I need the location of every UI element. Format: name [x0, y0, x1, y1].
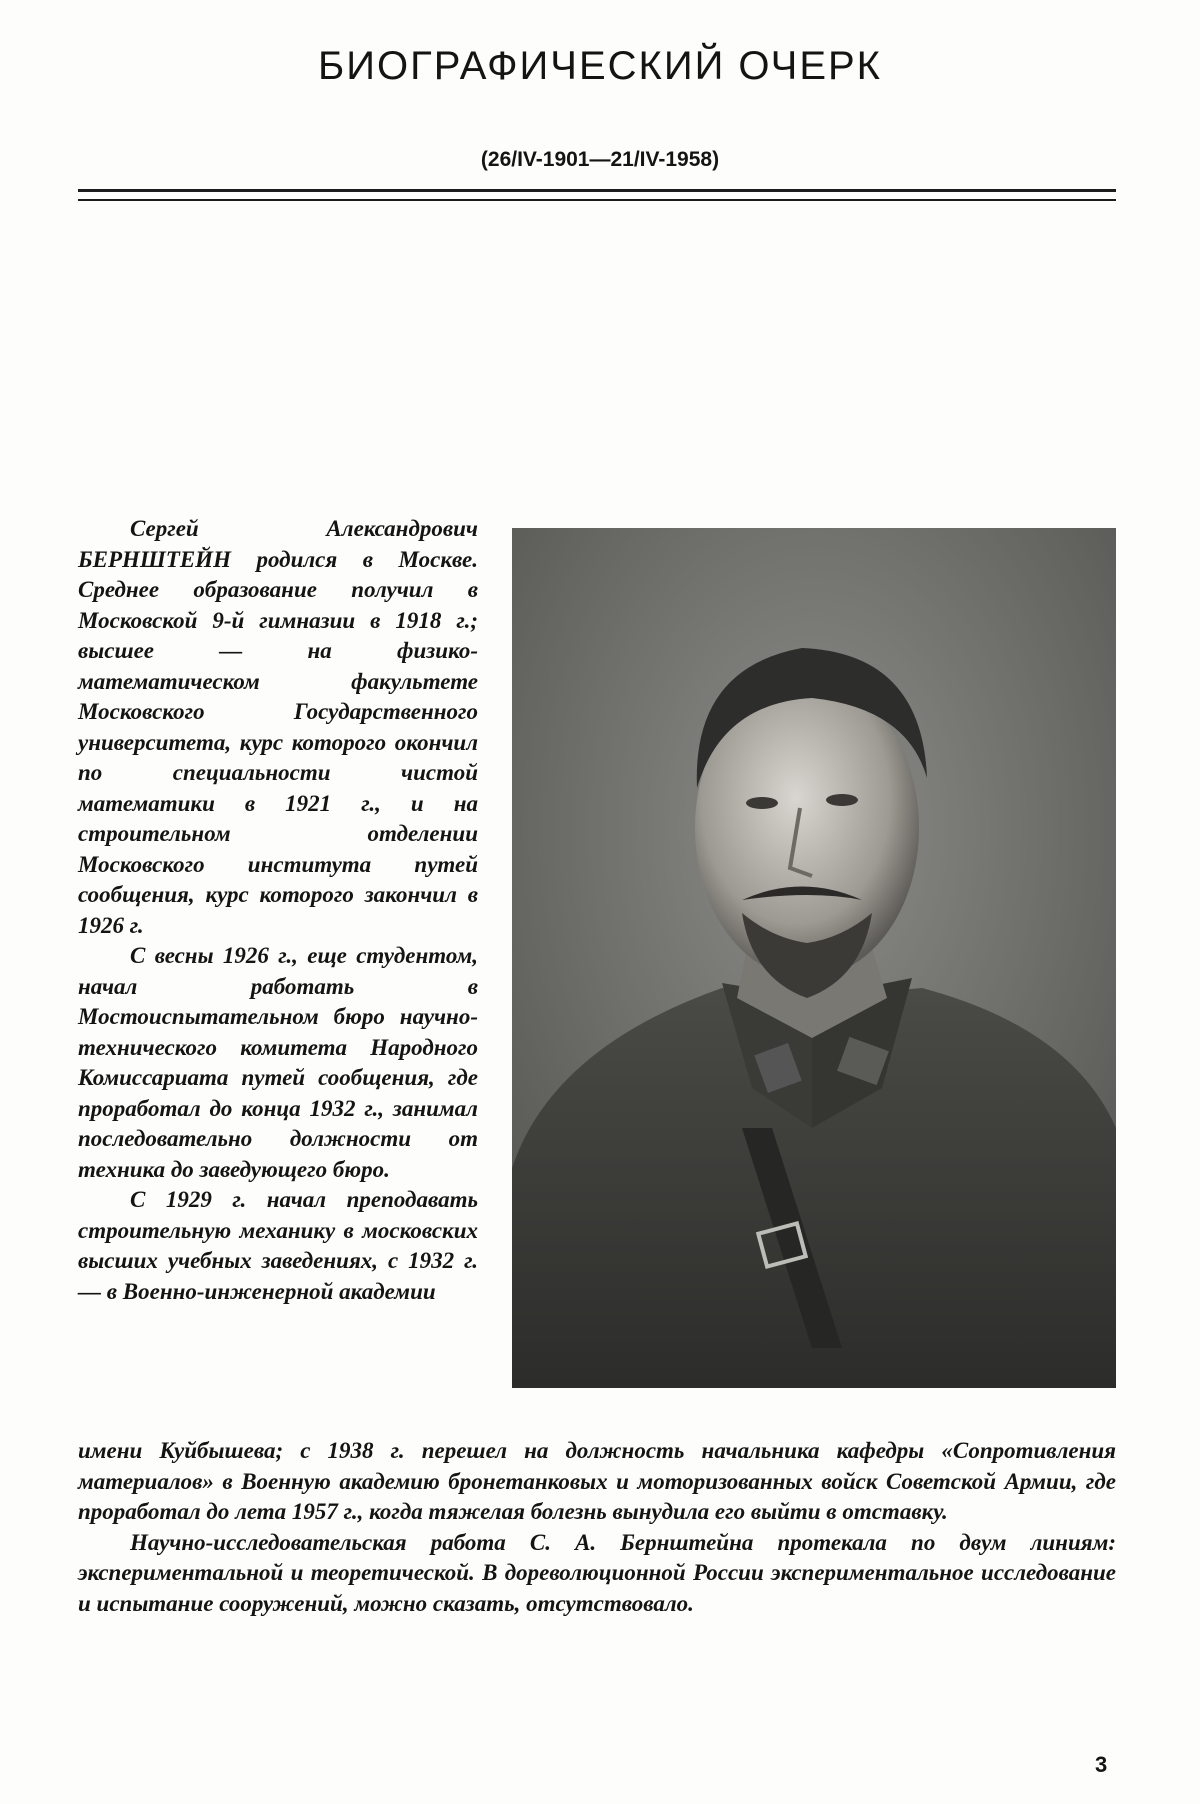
paragraph-teaching-continuation: имени Куйбышева; с 1938 г. перешел на должность начальника кафедры «Сопротивления материалов» в Военную академию бронетанковых и моторизованных войск Советской Армии, где проработал до лета 1957 г., когда тяжелая болезнь вынудила его выйти в отставку. [78, 1438, 1116, 1524]
header-rule-bottom [78, 199, 1116, 201]
biography-column-text [78, 514, 478, 1307]
page-title: БИОГРАФИЧЕСКИЙ ОЧЕРК [318, 44, 882, 88]
paragraph-birth-education: Сергей Александрович БЕРНШТЕЙН родился в Москве. Среднее образование получил в Московской 9-й гимназии в 1918 г.; высшее — на физико-математическом факультете Московского Государственного университета, курс которого окончил по специальности чистой математики в 1921 г., и на строительном отделении Московского института путей сообщения, курс которого закончил в 1926 г. [78, 516, 478, 938]
header-rule-top [78, 189, 1116, 192]
page-number: 3 [1095, 1752, 1108, 1777]
paragraph-teaching-start: С 1929 г. начал преподавать строительную механику в московских высших учебных заведениях, с 1932 г. — в Военно-инженерной академии [78, 1187, 478, 1304]
paragraph-early-career: С весны 1926 г., еще студентом, начал работать в Мостоиспытательном бюро научно-технического комитета Народного Комиссариата путей сообщения, где проработал до конца 1932 г., занимал последовательно должности от техника до заведующего бюро. [78, 943, 478, 1182]
biography-full-width-text [78, 1436, 1116, 1619]
life-dates: (26/IV-1901—21/IV-1958) [480, 148, 720, 171]
portrait-photo [512, 528, 1116, 1388]
paragraph-research: Научно-исследовательская работа С. А. Бернштейна протекала по двум линиям: экспериментальной и теоретической. В дореволюционной России экспериментальное исследование и испытание сооружений, можно сказать, отсутствовало. [78, 1529, 1116, 1616]
